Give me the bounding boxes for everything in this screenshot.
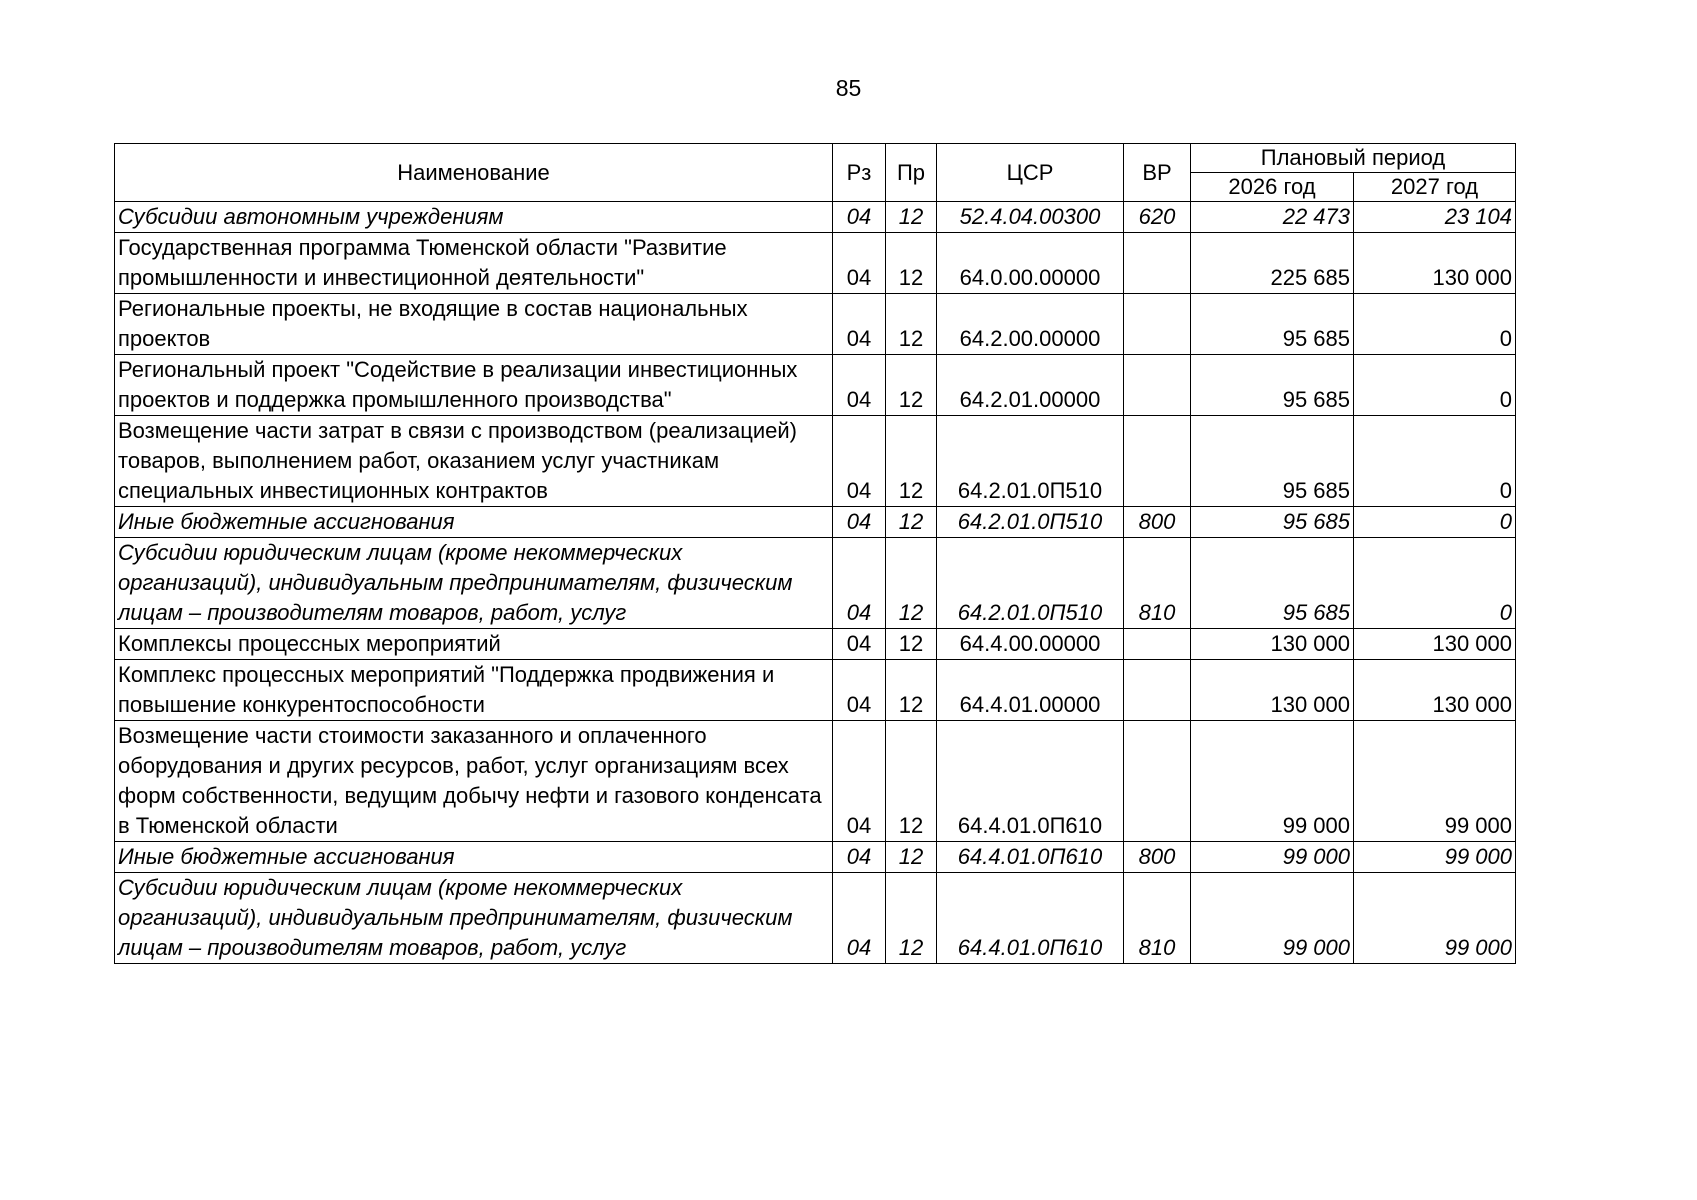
- cell-name: Возмещение части затрат в связи с производством (реализацией) товаров, выполнением работ, оказанием услуг участникам специальных инвестиционных контрактов: [115, 416, 833, 507]
- cell-2027: 0: [1354, 416, 1516, 507]
- cell-name: Государственная программа Тюменской области "Развитие промышленности и инвестиционной деятельности": [115, 233, 833, 294]
- cell-name: Иные бюджетные ассигнования: [115, 842, 833, 873]
- cell-2027: 130 000: [1354, 233, 1516, 294]
- cell-2027: 99 000: [1354, 721, 1516, 842]
- cell-2026: 99 000: [1191, 721, 1354, 842]
- cell-vr: [1124, 416, 1191, 507]
- cell-vr: [1124, 294, 1191, 355]
- cell-name: Комплекс процессных мероприятий "Поддержка продвижения и повышение конкурентоспособности: [115, 660, 833, 721]
- table-header: [115, 144, 1516, 202]
- cell-vr: 800: [1124, 842, 1191, 873]
- cell-csr: 64.2.00.00000: [937, 294, 1124, 355]
- cell-2026: 95 685: [1191, 538, 1354, 629]
- cell-vr: [1124, 355, 1191, 416]
- budget-table: [114, 143, 1516, 964]
- cell-name: Региональные проекты, не входящие в состав национальных проектов: [115, 294, 833, 355]
- table-row: [115, 873, 1516, 964]
- table-row: [115, 294, 1516, 355]
- cell-name: Субсидии автономным учреждениям: [115, 202, 833, 233]
- cell-csr: 52.4.04.00300: [937, 202, 1124, 233]
- cell-csr: 64.2.01.0П510: [937, 507, 1124, 538]
- header-name: Наименование: [115, 144, 833, 202]
- cell-rz: 04: [833, 233, 886, 294]
- cell-pr: 12: [886, 721, 937, 842]
- cell-2027: 0: [1354, 507, 1516, 538]
- cell-2026: 130 000: [1191, 660, 1354, 721]
- table-row: [115, 355, 1516, 416]
- table-row: [115, 842, 1516, 873]
- cell-2026: 95 685: [1191, 416, 1354, 507]
- cell-name: Иные бюджетные ассигнования: [115, 507, 833, 538]
- cell-2027: 0: [1354, 294, 1516, 355]
- cell-2027: 0: [1354, 538, 1516, 629]
- page-number: 85: [835, 75, 862, 101]
- cell-pr: 12: [886, 842, 937, 873]
- cell-csr: 64.4.01.0П610: [937, 873, 1124, 964]
- cell-2027: 0: [1354, 355, 1516, 416]
- cell-rz: 04: [833, 629, 886, 660]
- table-row: [115, 202, 1516, 233]
- cell-2026: 95 685: [1191, 294, 1354, 355]
- cell-pr: 12: [886, 294, 937, 355]
- cell-2026: 22 473: [1191, 202, 1354, 233]
- cell-2027: 23 104: [1354, 202, 1516, 233]
- cell-pr: 12: [886, 660, 937, 721]
- cell-2027: 99 000: [1354, 842, 1516, 873]
- cell-vr: 800: [1124, 507, 1191, 538]
- cell-pr: 12: [886, 629, 937, 660]
- cell-2027: 130 000: [1354, 660, 1516, 721]
- cell-2026: 130 000: [1191, 629, 1354, 660]
- cell-name: Возмещение части стоимости заказанного и оплаченного оборудования и других ресурсов, работ, услуг организациям всех форм собственности, ведущим добычу нефти и газового конденсата в Тюменской области: [115, 721, 833, 842]
- cell-vr: [1124, 660, 1191, 721]
- cell-csr: 64.4.01.0П610: [937, 842, 1124, 873]
- cell-name: Субсидии юридическим лицам (кроме некоммерческих организаций), индивидуальным предпринимателям, физическим лицам – производителям товаров, работ, услуг: [115, 538, 833, 629]
- table-row: [115, 538, 1516, 629]
- cell-pr: 12: [886, 202, 937, 233]
- cell-rz: 04: [833, 507, 886, 538]
- cell-name: Региональный проект "Содействие в реализации инвестиционных проектов и поддержка промышленного производства": [115, 355, 833, 416]
- cell-vr: 620: [1124, 202, 1191, 233]
- table-row: [115, 629, 1516, 660]
- cell-csr: 64.4.01.00000: [937, 660, 1124, 721]
- table-row: [115, 507, 1516, 538]
- cell-vr: 810: [1124, 538, 1191, 629]
- header-plan-period: Плановый период: [1191, 144, 1516, 173]
- cell-2026: 95 685: [1191, 355, 1354, 416]
- cell-vr: [1124, 233, 1191, 294]
- cell-name: Комплексы процессных мероприятий: [115, 629, 833, 660]
- cell-rz: 04: [833, 416, 886, 507]
- table-row: [115, 660, 1516, 721]
- cell-pr: 12: [886, 233, 937, 294]
- cell-rz: 04: [833, 873, 886, 964]
- header-year-2027: 2027 год: [1354, 173, 1516, 202]
- cell-vr: [1124, 629, 1191, 660]
- cell-csr: 64.2.01.0П510: [937, 416, 1124, 507]
- header-year-2026: 2026 год: [1191, 173, 1354, 202]
- cell-pr: 12: [886, 873, 937, 964]
- cell-rz: 04: [833, 294, 886, 355]
- header-csr: ЦСР: [937, 144, 1124, 202]
- cell-rz: 04: [833, 721, 886, 842]
- cell-pr: 12: [886, 507, 937, 538]
- cell-2026: 99 000: [1191, 842, 1354, 873]
- cell-rz: 04: [833, 842, 886, 873]
- header-rz: Рз: [833, 144, 886, 202]
- cell-vr: 810: [1124, 873, 1191, 964]
- cell-csr: 64.4.01.0П610: [937, 721, 1124, 842]
- cell-2026: 225 685: [1191, 233, 1354, 294]
- cell-csr: 64.2.01.00000: [937, 355, 1124, 416]
- table-row: [115, 416, 1516, 507]
- cell-2026: 95 685: [1191, 507, 1354, 538]
- cell-2027: 99 000: [1354, 873, 1516, 964]
- cell-csr: 64.4.00.00000: [937, 629, 1124, 660]
- cell-vr: [1124, 721, 1191, 842]
- header-pr: Пр: [886, 144, 937, 202]
- cell-2027: 130 000: [1354, 629, 1516, 660]
- cell-name: Субсидии юридическим лицам (кроме некоммерческих организаций), индивидуальным предпринимателям, физическим лицам – производителям товаров, работ, услуг: [115, 873, 833, 964]
- cell-rz: 04: [833, 660, 886, 721]
- cell-pr: 12: [886, 355, 937, 416]
- cell-rz: 04: [833, 538, 886, 629]
- header-vr: ВР: [1124, 144, 1191, 202]
- cell-rz: 04: [833, 355, 886, 416]
- cell-rz: 04: [833, 202, 886, 233]
- table-body: [115, 202, 1516, 964]
- cell-2026: 99 000: [1191, 873, 1354, 964]
- table-row: [115, 233, 1516, 294]
- cell-pr: 12: [886, 416, 937, 507]
- cell-pr: 12: [886, 538, 937, 629]
- cell-csr: 64.2.01.0П510: [937, 538, 1124, 629]
- table-row: [115, 721, 1516, 842]
- cell-csr: 64.0.00.00000: [937, 233, 1124, 294]
